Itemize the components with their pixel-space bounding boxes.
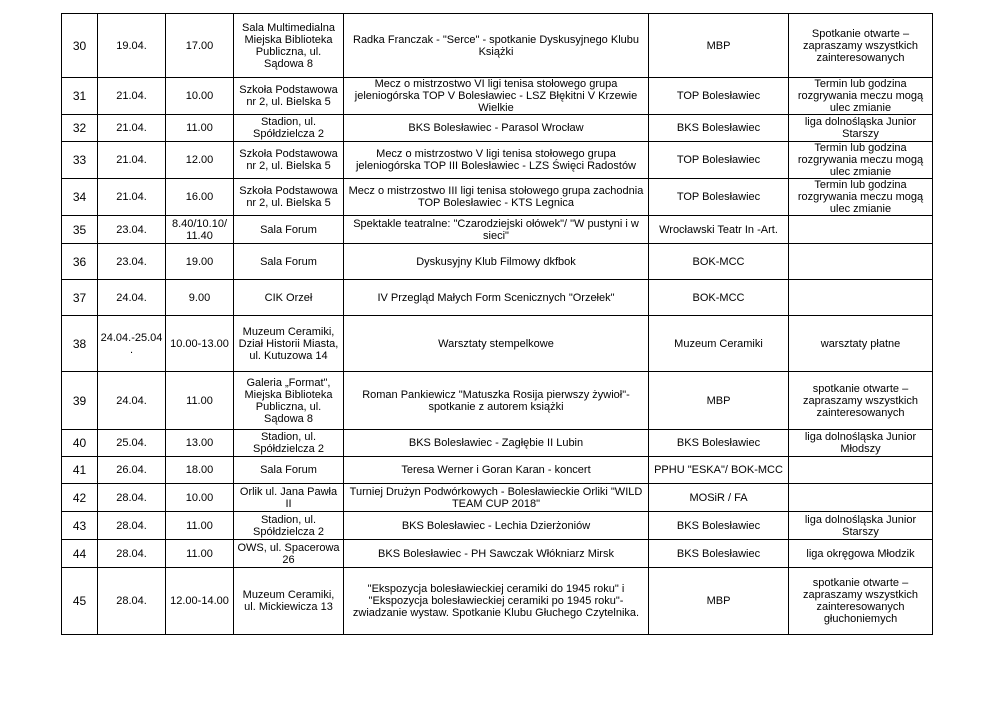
event-organizer: MBP (649, 568, 789, 635)
event-time: 11.00 (166, 372, 234, 430)
table-row (62, 142, 933, 179)
event-title: Radka Franczak - "Serce" - spotkanie Dyskusyjnego Klubu Książki (344, 14, 649, 78)
event-date: 21.04. (98, 78, 166, 115)
row-number: 39 (62, 372, 98, 430)
event-notes: liga dolnośląska Junior Młodszy (789, 430, 933, 457)
event-time: 8.40/10.10/ 11.40 (166, 216, 234, 244)
table-row (62, 484, 933, 512)
event-date: 28.04. (98, 512, 166, 540)
event-date: 28.04. (98, 484, 166, 512)
event-organizer: PPHU "ESKA"/ BOK-MCC (649, 457, 789, 484)
event-time: 19.00 (166, 244, 234, 280)
event-place: CIK Orzeł (234, 280, 344, 316)
event-notes (789, 484, 933, 512)
event-title: BKS Bolesławiec - Lechia Dzierżoniów (344, 512, 649, 540)
event-time: 16.00 (166, 179, 234, 216)
event-place: Muzeum Ceramiki, ul. Mickiewicza 13 (234, 568, 344, 635)
table-row (62, 14, 933, 78)
table-row (62, 280, 933, 316)
event-notes (789, 244, 933, 280)
event-title: Mecz o mistrzostwo III ligi tenisa stołowego grupa zachodnia TOP Bolesławiec - KTS Legnica (344, 179, 649, 216)
event-time: 12.00 (166, 142, 234, 179)
event-organizer: BKS Bolesławiec (649, 115, 789, 142)
event-title: Teresa Werner i Goran Karan - koncert (344, 457, 649, 484)
event-notes (789, 457, 933, 484)
event-place: Stadion, ul. Spółdzielcza 2 (234, 430, 344, 457)
event-title: Dyskusyjny Klub Filmowy dkfbok (344, 244, 649, 280)
event-time: 18.00 (166, 457, 234, 484)
event-title: "Ekspozycja bolesławieckiej ceramiki do 1945 roku" i "Ekspozycja bolesławieckiej ceramiki po 1945 roku"- zwiadzanie wystaw. Spotkanie Klubu Głuchego Czytelnika. (344, 568, 649, 635)
row-number: 41 (62, 457, 98, 484)
event-notes (789, 216, 933, 244)
event-date: 26.04. (98, 457, 166, 484)
table-row (62, 78, 933, 115)
event-notes: liga dolnośląska Junior Starszy (789, 115, 933, 142)
event-organizer: Muzeum Ceramiki (649, 316, 789, 372)
event-notes: spotkanie otwarte – zapraszamy wszystkich zainteresowanych (789, 372, 933, 430)
event-organizer: BKS Bolesławiec (649, 540, 789, 568)
event-notes: Termin lub godzina rozgrywania meczu mogą ulec zmianie (789, 78, 933, 115)
event-place: Stadion, ul. Spółdzielcza 2 (234, 115, 344, 142)
event-organizer: TOP Bolesławiec (649, 142, 789, 179)
row-number: 35 (62, 216, 98, 244)
event-place: Muzeum Ceramiki, Dział Historii Miasta, ul. Kutuzowa 14 (234, 316, 344, 372)
table-row (62, 540, 933, 568)
event-date: 21.04. (98, 115, 166, 142)
event-place: OWS, ul. Spacerowa 26 (234, 540, 344, 568)
event-notes: Termin lub godzina rozgrywania meczu mogą ulec zmianie (789, 142, 933, 179)
event-notes: spotkanie otwarte – zapraszamy wszystkich zainteresowanych głuchoniemych (789, 568, 933, 635)
row-number: 44 (62, 540, 98, 568)
table-body (62, 14, 933, 635)
event-place: Sala Forum (234, 457, 344, 484)
event-notes: Spotkanie otwarte – zapraszamy wszystkich zainteresowanych (789, 14, 933, 78)
event-place: Sala Forum (234, 244, 344, 280)
event-title: Mecz o mistrzostwo VI ligi tenisa stołowego grupa jeleniogórska TOP V Bolesławiec - LSZ Błękitni V Krzewie Wielkie (344, 78, 649, 115)
row-number: 30 (62, 14, 98, 78)
event-organizer: BKS Bolesławiec (649, 512, 789, 540)
table-row (62, 430, 933, 457)
event-notes: warsztaty płatne (789, 316, 933, 372)
event-time: 10.00 (166, 484, 234, 512)
event-organizer: BOK-MCC (649, 280, 789, 316)
row-number: 42 (62, 484, 98, 512)
event-organizer: MBP (649, 372, 789, 430)
event-date: 21.04. (98, 179, 166, 216)
event-organizer: MBP (649, 14, 789, 78)
event-place: Sala Forum (234, 216, 344, 244)
table-row (62, 115, 933, 142)
event-title: Spektakle teatralne: "Czarodziejski ołówek"/ "W pustyni i w sieci" (344, 216, 649, 244)
row-number: 34 (62, 179, 98, 216)
row-number: 37 (62, 280, 98, 316)
event-notes: Termin lub godzina rozgrywania meczu mogą ulec zmianie (789, 179, 933, 216)
event-time: 13.00 (166, 430, 234, 457)
table-row (62, 372, 933, 430)
event-title: BKS Bolesławiec - PH Sawczak Włókniarz Mirsk (344, 540, 649, 568)
table-row (62, 244, 933, 280)
event-place: Sala Multimedialna Miejska Biblioteka Publiczna, ul. Sądowa 8 (234, 14, 344, 78)
event-notes (789, 280, 933, 316)
event-date: 25.04. (98, 430, 166, 457)
event-date: 24.04. (98, 280, 166, 316)
events-table (61, 13, 933, 635)
event-title: Roman Pankiewicz "Matuszka Rosija pierwszy żywioł"- spotkanie z autorem książki (344, 372, 649, 430)
event-place: Szkoła Podstawowa nr 2, ul. Bielska 5 (234, 179, 344, 216)
event-time: 12.00-14.00 (166, 568, 234, 635)
event-notes: liga dolnośląska Junior Starszy (789, 512, 933, 540)
event-date: 19.04. (98, 14, 166, 78)
event-date: 23.04. (98, 216, 166, 244)
row-number: 36 (62, 244, 98, 280)
event-date: 24.04. (98, 372, 166, 430)
event-place: Galeria „Format", Miejska Biblioteka Publiczna, ul. Sądowa 8 (234, 372, 344, 430)
event-date: 23.04. (98, 244, 166, 280)
table-row (62, 568, 933, 635)
event-date: 28.04. (98, 568, 166, 635)
event-organizer: TOP Bolesławiec (649, 179, 789, 216)
event-place: Szkoła Podstawowa nr 2, ul. Bielska 5 (234, 78, 344, 115)
table-row (62, 179, 933, 216)
event-time: 10.00 (166, 78, 234, 115)
event-organizer: BKS Bolesławiec (649, 430, 789, 457)
event-time: 11.00 (166, 115, 234, 142)
row-number: 43 (62, 512, 98, 540)
event-organizer: TOP Bolesławiec (649, 78, 789, 115)
event-place: Szkoła Podstawowa nr 2, ul. Bielska 5 (234, 142, 344, 179)
table-row (62, 316, 933, 372)
event-time: 11.00 (166, 512, 234, 540)
row-number: 33 (62, 142, 98, 179)
event-organizer: MOSiR / FA (649, 484, 789, 512)
event-time: 9.00 (166, 280, 234, 316)
row-number: 31 (62, 78, 98, 115)
event-title: BKS Bolesławiec - Zagłębie II Lubin (344, 430, 649, 457)
event-time: 17.00 (166, 14, 234, 78)
row-number: 45 (62, 568, 98, 635)
event-title: Warsztaty stempelkowe (344, 316, 649, 372)
table-row (62, 512, 933, 540)
table-row (62, 216, 933, 244)
event-place: Stadion, ul. Spółdzielcza 2 (234, 512, 344, 540)
event-title: Mecz o mistrzostwo V ligi tenisa stołowego grupa jeleniogórska TOP III Bolesławiec - LZS Święci Radostów (344, 142, 649, 179)
event-time: 10.00-13.00 (166, 316, 234, 372)
event-time: 11.00 (166, 540, 234, 568)
row-number: 40 (62, 430, 98, 457)
event-organizer: Wrocławski Teatr In -Art. (649, 216, 789, 244)
event-date: 28.04. (98, 540, 166, 568)
table-row (62, 457, 933, 484)
event-date: 21.04. (98, 142, 166, 179)
row-number: 32 (62, 115, 98, 142)
event-title: Turniej Drużyn Podwórkowych - Bolesławieckie Orliki "WILD TEAM CUP 2018" (344, 484, 649, 512)
event-title: IV Przegląd Małych Form Scenicznych "Orzełek" (344, 280, 649, 316)
event-organizer: BOK-MCC (649, 244, 789, 280)
event-title: BKS Bolesławiec - Parasol Wrocław (344, 115, 649, 142)
event-date: 24.04.-25.04. (98, 316, 166, 372)
event-notes: liga okręgowa Młodzik (789, 540, 933, 568)
event-place: Orlik ul. Jana Pawła II (234, 484, 344, 512)
row-number: 38 (62, 316, 98, 372)
